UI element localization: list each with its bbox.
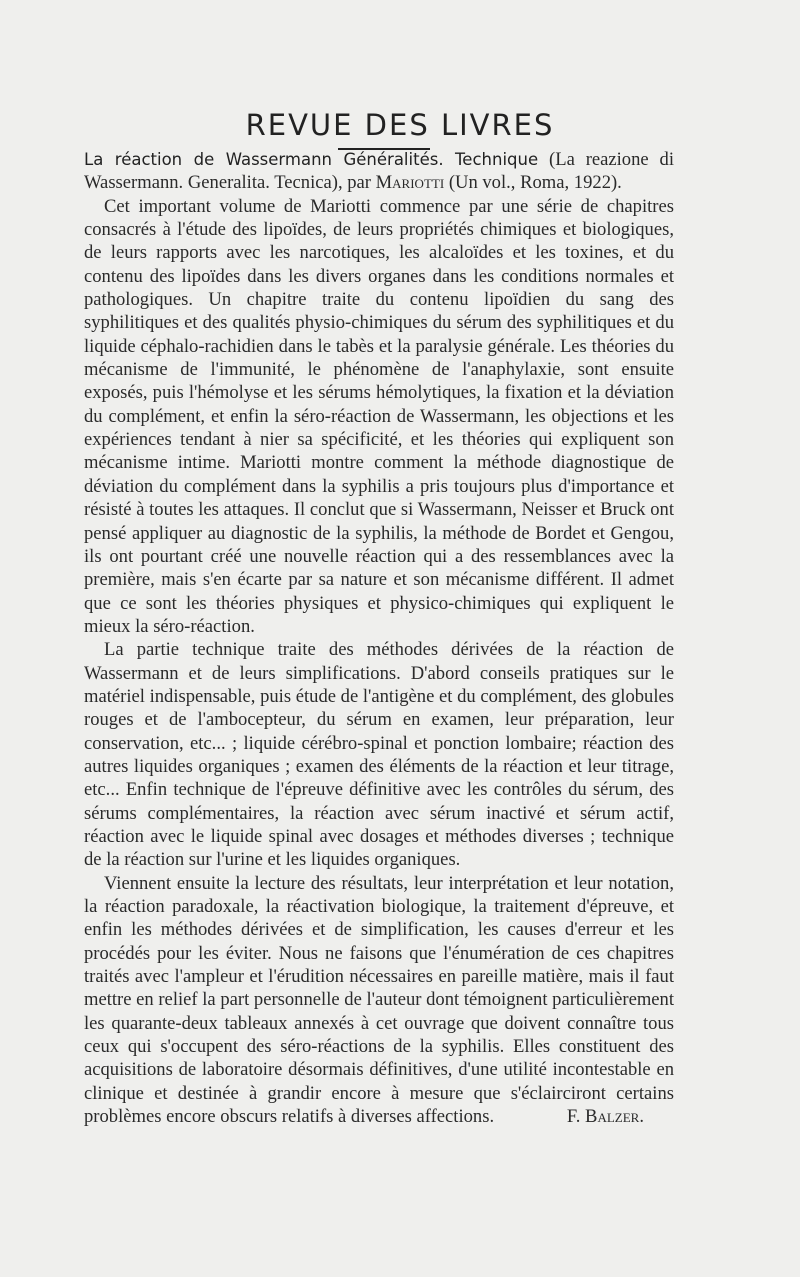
review-paragraph-1: Cet important volume de Mariotti commence par une série de chapitres consacrés à l'étude des lipoïdes, de leurs propriétés chimiques et biologiques, de leurs rapports avec les narcotiques, les alcaloïdes et les toxines, et du contenu des lipoïdes dans les divers organes dans les conditions normales et pathologiques. Un chapitre traite du contenu lipoïdien du sang des syphilitiques et des qualités physio-chimiques du sérum des syphilitiques et du liquide céphalo-rachidien dans le tabès et la paralysie générale. Les théories du mécanisme de l'immunité, le phénomène de l'anaphylaxie, sont ensuite exposés, puis l'hémolyse et les sérums hémolytiques, la fixation et la déviation du complément, et enfin la séro-réaction de Wassermann, les objections et les expériences tendant à nier sa spécificité, et les théories qui expliquent son mécanisme intime. Mariotti montre comment la méthode diagnostique de déviation du complément dans la syphilis a pris toujours plus d'importance et résisté à toutes les attaques. Il conclut que si Wassermann, Neisser et Bruck ont pensé appliquer au diagnostic de la syphilis, la méthode de Bordet et Gengou, ils ont pourtant créé une nouvelle réaction qui a des ressemblances avec la première, mais s'en écarte par sa nature et son mécanisme différent. Il admet que ce sont les théories physiques et physico-chimiques qui expliquent le mieux la séro-réaction.: [84, 195, 674, 637]
section-heading: [0, 108, 800, 142]
review-paragraph-3: [84, 872, 674, 1129]
citation-details: (Un vol., Roma, 1922).: [444, 172, 622, 194]
review-citation: [84, 148, 674, 195]
book-author: Mariotti: [375, 172, 445, 194]
citation-text: (La reazione di Wassermann. Generalita. Tecnica), par: [84, 149, 674, 194]
review-paragraph-3-text: Viennent ensuite la lecture des résultats, leur interprétation et leur notation, la réaction paradoxale, la réactivation biologique, la traitement d'épreuve, et enfin les méthodes dérivées et de simplification, les causes d'erreur et les procédés pour les éviter. Nous ne faisons que l'énumération de ces chapitres traités avec l'ampleur et l'érudition nécessaires en pareille matière, mais il faut mettre en relief la part personnelle de l'auteur dont témoignent particulièrement les quarante-deux tableaux annexés à cet ouvrage que doivent connaître tous ceux qui s'occupent des séro-réactions de la syphilis. Elles constituent des acquisitions de laboratoire désormais définitives, d'une utilité incontestable en clinique et destinée à grandir encore à mesure que s'éclairciront certains problèmes encore obscurs relatifs à diverses affections.: [84, 872, 674, 1128]
review-body: [84, 148, 674, 1128]
book-title: La réaction de Wassermann Généralités. Technique: [84, 150, 539, 169]
review-paragraph-2: La partie technique traite des méthodes dérivées de la réaction de Wassermann et de leurs simplifications. D'abord conseils pratiques sur le matériel indispensable, puis étude de l'antigène et du complément, des globules rouges et de l'ambocepteur, du sérum en examen, leur préparation, leur conservation, etc... ; liquide cérébro-spinal et ponction lombaire; réaction des autres liquides organiques ; examen des éléments de la réaction et leur titrage, etc... Enfin technique de l'épreuve définitive avec les contrôles du sérum, des sérums complémentaires, la réaction avec sérum inactivé et sérum actif, réaction avec le liquide spinal avec dosages et méthodes diverses ; technique de la réaction sur l'urine et les liquides organiques.: [84, 639, 674, 871]
reviewer-signature: F. Balzer.: [566, 1106, 644, 1128]
section-title: REVUE DES LIVRES: [245, 108, 555, 142]
